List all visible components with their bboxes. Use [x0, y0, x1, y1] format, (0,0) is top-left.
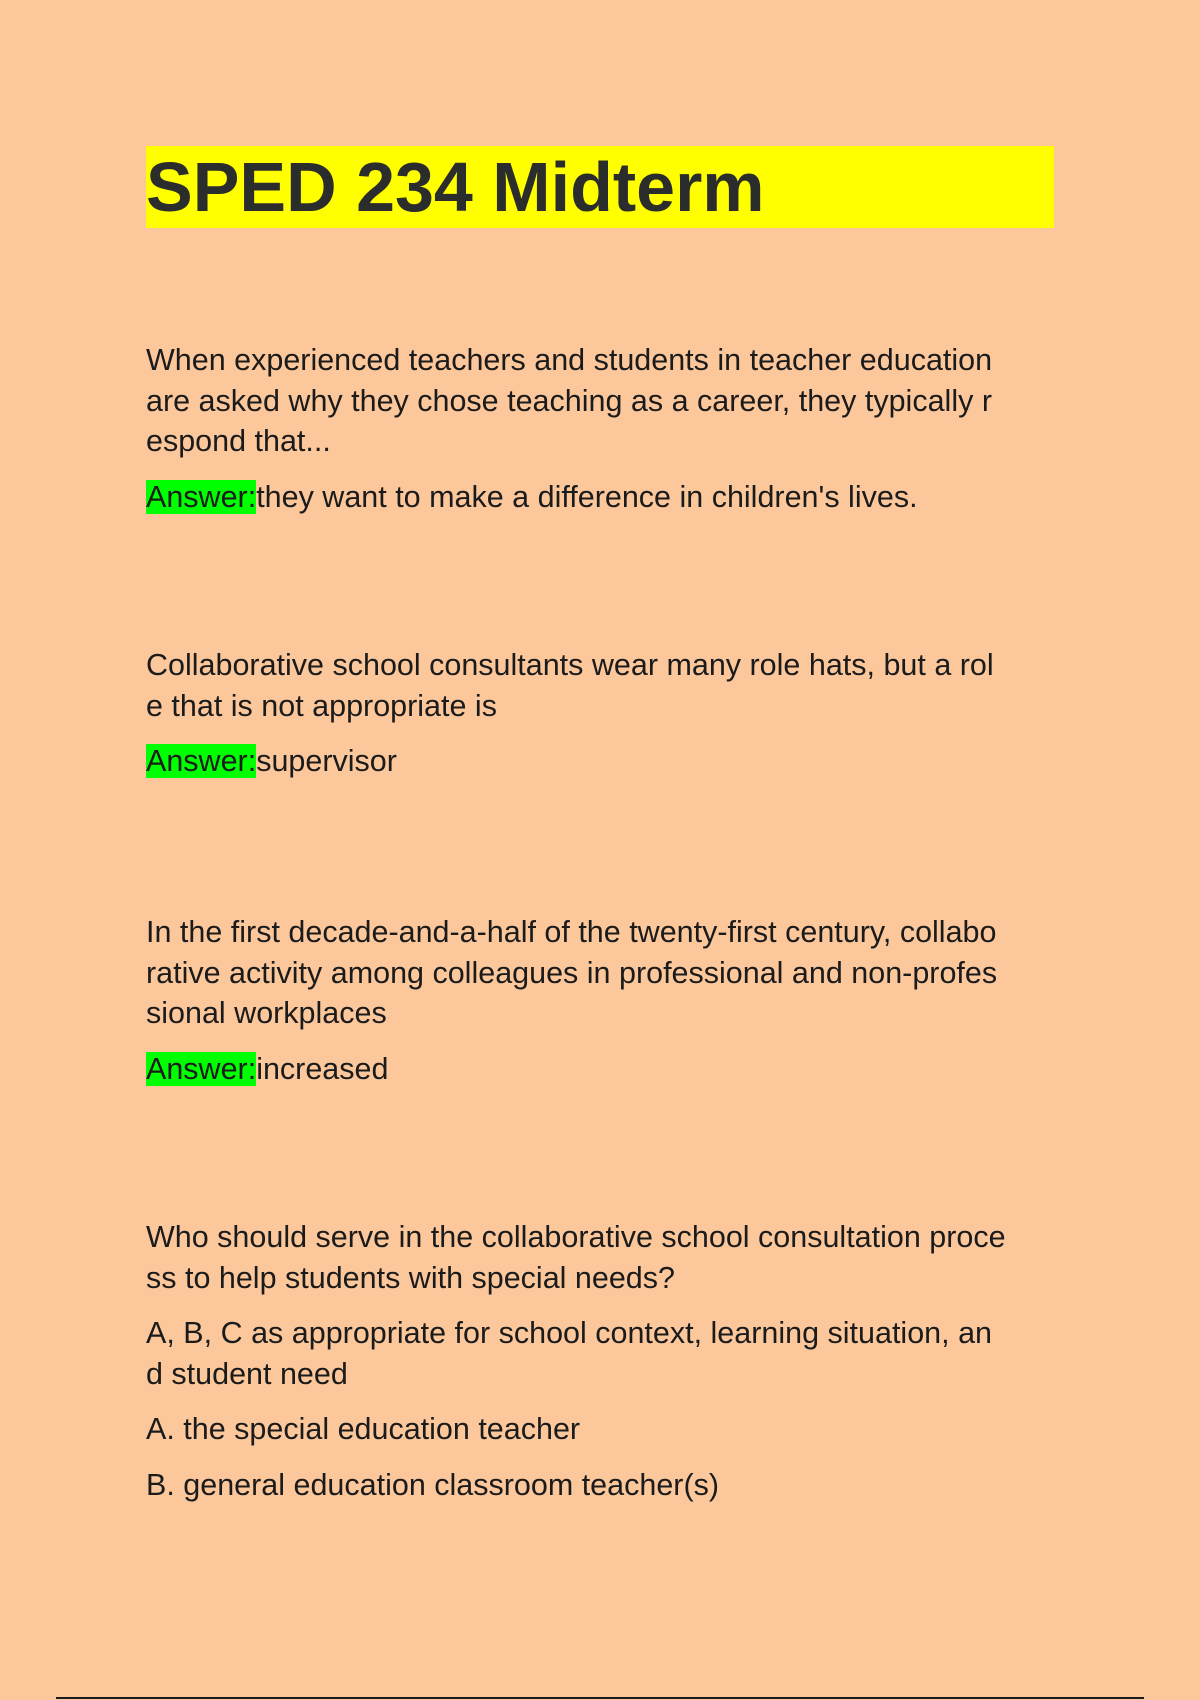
question-item-3 — [146, 912, 997, 1089]
question-item-4 — [146, 1217, 1006, 1505]
answer-line — [146, 477, 992, 518]
answer-label: Answer: — [146, 744, 257, 778]
question-item-2 — [146, 645, 994, 782]
answer-option: B. general education classroom teacher(s) — [146, 1467, 720, 1502]
answer-option: A, B, C as appropriate for school context, learning situation, an d student need — [146, 1316, 993, 1391]
footer-divider — [56, 1697, 1144, 1699]
question-text: When experienced teachers and students in teacher education are asked why they chose teaching as a career, they typically r espond that... — [146, 343, 993, 458]
question-item-1 — [146, 340, 992, 517]
answer-text: supervisor — [256, 744, 397, 778]
document-title: SPED 234 Midterm — [146, 148, 765, 226]
answer-text: increased — [256, 1051, 389, 1086]
question-text: In the first decade-and-a-half of the twenty-first century, collabo rative activity among colleagues in professional and non-profes sional workplaces — [146, 915, 998, 1030]
answer-label: Answer: — [146, 1051, 257, 1086]
answer-line — [146, 741, 994, 782]
question-text: Collaborative school consultants wear many role hats, but a rol e that is not appropriate is — [146, 648, 994, 723]
answer-option: A. the special education teacher — [146, 1412, 581, 1446]
answer-text: they want to make a difference in children's lives. — [256, 479, 918, 514]
answer-label: Answer: — [146, 479, 257, 514]
question-text: Who should serve in the collaborative school consultation proce ss to help students with special needs? — [146, 1220, 1006, 1295]
answer-line — [146, 1049, 997, 1090]
